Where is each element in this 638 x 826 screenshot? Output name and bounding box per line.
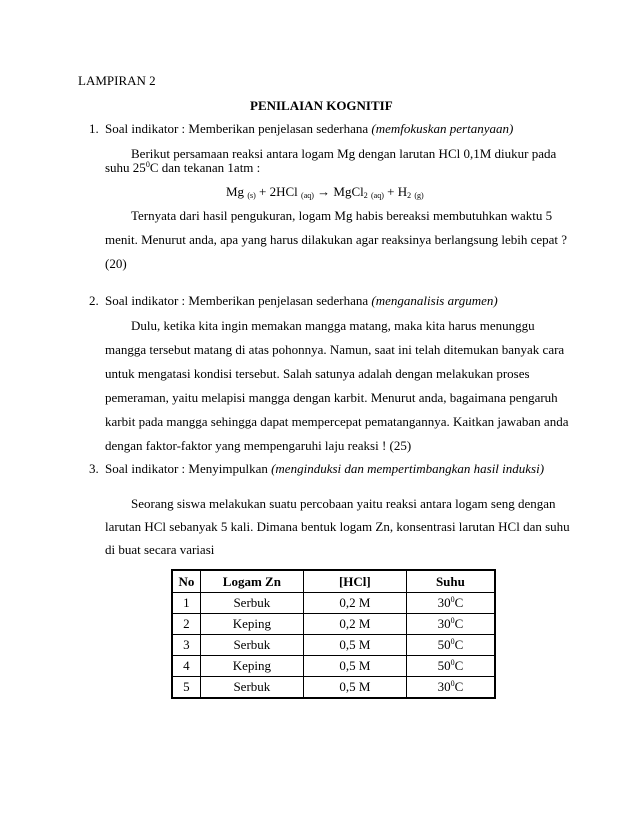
document-header: LAMPIRAN 2 bbox=[78, 73, 156, 88]
question-1-line-2 bbox=[105, 160, 260, 176]
question-3-line-1: Seorang siswa melakukan suatu percobaan yaitu reaksi antara logam seng dengan bbox=[131, 496, 556, 511]
cell-suhu: $50^0C$ bbox=[406, 635, 495, 656]
cell-no: 3 bbox=[172, 635, 200, 656]
question-3-number: 3. bbox=[89, 461, 99, 476]
cell-hcl: 0,5 M bbox=[303, 656, 406, 677]
question-2-line-2: mangga tersebut matang di atas pohonnya. Namun, saat ini telah ditemukan banyak cara bbox=[105, 342, 565, 357]
cell-no: 1 bbox=[172, 593, 200, 614]
suhu-tail: C dan tekanan 1atm : bbox=[149, 160, 261, 175]
cell-suhu: $30^0C$ bbox=[406, 614, 495, 635]
cell-logam: Serbuk bbox=[200, 635, 303, 656]
indikator-italic: (memfokuskan pertanyaan) bbox=[371, 121, 514, 136]
table-header-row bbox=[172, 570, 495, 593]
question-1-number: 1. bbox=[89, 121, 99, 136]
cell-suhu: $30^0C$ bbox=[406, 677, 495, 699]
header-hcl: [HCl] bbox=[303, 570, 406, 593]
cell-hcl: 0,5 M bbox=[303, 635, 406, 656]
cell-no: 4 bbox=[172, 656, 200, 677]
degree-sup: 0 bbox=[145, 160, 150, 169]
table-row bbox=[172, 635, 495, 656]
cell-no: 2 bbox=[172, 614, 200, 635]
cell-suhu: $50^0C$ bbox=[406, 656, 495, 677]
question-2-line-4: pemeraman, yaitu melapisi mangga dengan karbit. Menurut anda, bagaimana pengaruh bbox=[105, 390, 558, 405]
indikator-label: Soal indikator : Memberikan penjelasan sederhana bbox=[105, 121, 369, 136]
cell-logam: Serbuk bbox=[200, 677, 303, 699]
cell-hcl: 0,2 M bbox=[303, 614, 406, 635]
question-1-line-1: Berikut persamaan reaksi antara logam Mg dengan larutan HCl 0,1M diukur pada bbox=[131, 146, 557, 161]
data-table bbox=[171, 569, 496, 699]
question-2-line-6: dengan faktor-faktor yang mempengaruhi laju reaksi ! (25) bbox=[105, 438, 412, 453]
cell-logam: Keping bbox=[200, 614, 303, 635]
question-3-indikator bbox=[105, 461, 544, 477]
header-logam: Logam Zn bbox=[200, 570, 303, 593]
question-1-line-4: menit. Menurut anda, apa yang harus dilakukan agar reaksinya berlangsung lebih cepat ? bbox=[105, 232, 568, 247]
question-2-number: 2. bbox=[89, 293, 99, 308]
question-2-line-3: untuk mengatasi kondisi tersebut. Salah satunya adalah dengan melakukan proses bbox=[105, 366, 530, 381]
table-row bbox=[172, 677, 495, 699]
question-1-line-3: Ternyata dari hasil pengukuran, logam Mg habis bereaksi membutuhkan waktu 5 bbox=[131, 208, 553, 223]
suhu-text: suhu 25 bbox=[105, 160, 146, 175]
indikator-italic: (menginduksi dan mempertimbangkan hasil induksi) bbox=[271, 461, 545, 476]
question-1-line-5: (20) bbox=[105, 256, 127, 271]
header-suhu: Suhu bbox=[406, 570, 495, 593]
cell-logam: Serbuk bbox=[200, 593, 303, 614]
table-row bbox=[172, 614, 495, 635]
table-row bbox=[172, 656, 495, 677]
indikator-italic: (menganalisis argumen) bbox=[371, 293, 498, 308]
cell-hcl: 0,2 M bbox=[303, 593, 406, 614]
question-3-line-3: di buat secara variasi bbox=[105, 542, 215, 557]
cell-hcl: 0,5 M bbox=[303, 677, 406, 699]
table-row bbox=[172, 593, 495, 614]
question-2-line-5: karbit pada mangga sehingga dapat mempercepat pematangannya. Kaitkan jawaban anda bbox=[105, 414, 569, 429]
cell-suhu: $30^0C$ bbox=[406, 593, 495, 614]
page-title: PENILAIAN KOGNITIF bbox=[250, 98, 393, 113]
reaction-equation: Mg $_{(s)}$ + 2HCl $_{(aq)}$ → MgCl$_2$ $_{(aq)} + H_2$ $_{(g)}$ bbox=[226, 184, 424, 200]
question-2-indikator bbox=[105, 293, 498, 309]
indikator-label: Soal indikator : Memberikan penjelasan sederhana bbox=[105, 293, 369, 308]
indikator-label: Soal indikator : Menyimpulkan bbox=[105, 461, 268, 476]
question-2-line-1: Dulu, ketika kita ingin memakan mangga matang, maka kita harus menunggu bbox=[131, 318, 535, 333]
cell-logam: Keping bbox=[200, 656, 303, 677]
question-1-indikator bbox=[105, 121, 513, 137]
cell-no: 5 bbox=[172, 677, 200, 699]
header-no: No bbox=[172, 570, 200, 593]
question-3-line-2: larutan HCl sebanyak 5 kali. Dimana bentuk logam Zn, konsentrasi larutan HCl dan suhu bbox=[105, 519, 570, 534]
